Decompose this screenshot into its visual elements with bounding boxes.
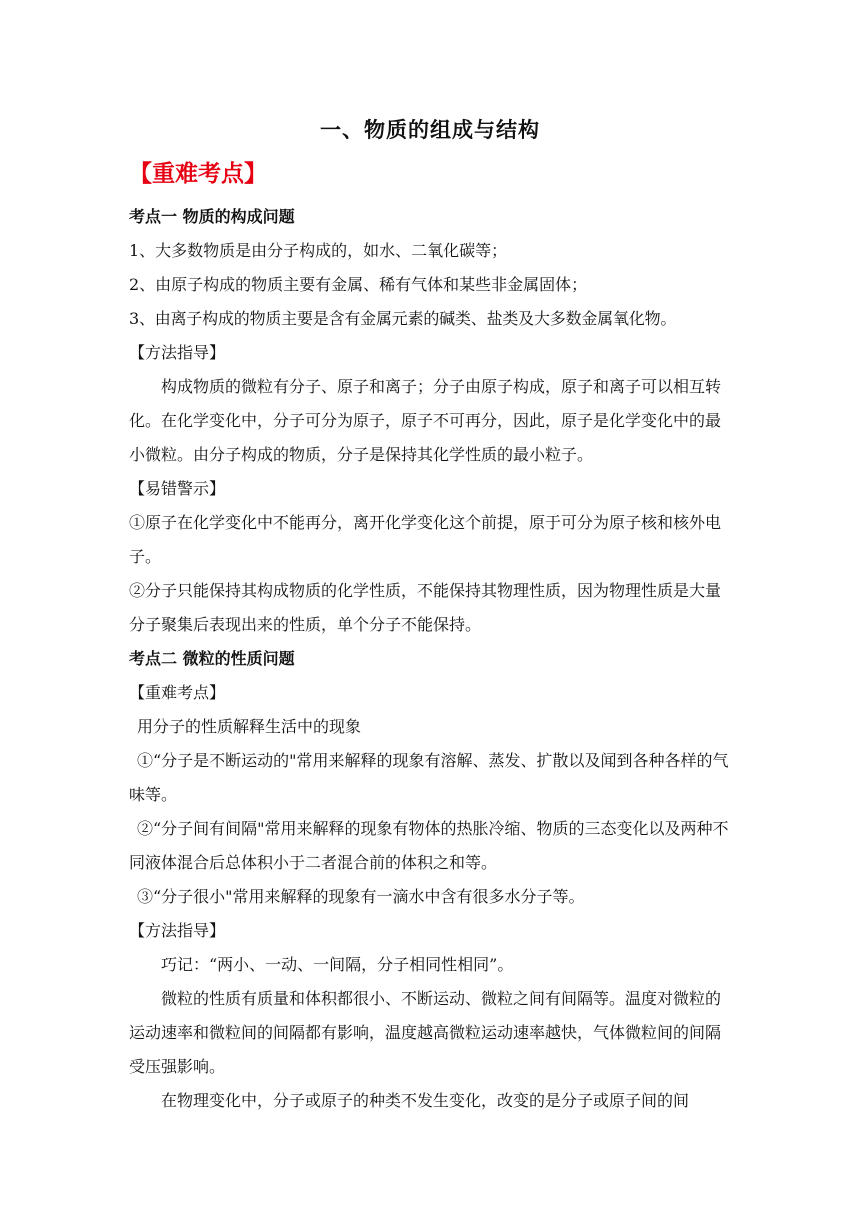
kd1-warn-item-1: ①原子在化学变化中不能再分，离开化学变化这个前提，原于可分为原子核和核外电子。	[129, 513, 722, 566]
kd1-method-label: 【方法指导】	[129, 343, 226, 362]
kd2-mnemonic: 巧记：“两小、一动、一间隔，分子相同性相同”。	[161, 955, 514, 974]
page-title: 一、物质的组成与结构	[320, 117, 540, 142]
kd2-label: 【重难考点】	[129, 683, 226, 702]
kd1-item-2: 2、由原子构成的物质主要有金属、稀有气体和某些非金属固体；	[129, 275, 588, 294]
kd1-heading: 考点一 物质的构成问题	[129, 207, 295, 226]
kd1-method-text: 构成物质的微粒有分子、原子和离子；分子由原子构成，原子和离子可以相互转化。在化学变化中，分子可分为原子，原子不可再分，因此，原子是化学变化中的最小微粒。由分子构成的物质，分子是保持其化学性质的最小粒子。	[129, 377, 722, 464]
section-heading: 【重难考点】	[129, 161, 267, 187]
kd1-item-1: 1、大多数物质是由分子构成的，如水、二氧化碳等；	[129, 241, 508, 260]
kd2-para-1: 微粒的性质有质量和体积都很小、不断运动、微粒之间有间隔等。温度对微粒的运动速率和微粒间的间隔都有影响，温度越高微粒运动速率越快，气体微粒间的间隔受压强影响。	[129, 989, 722, 1076]
document-body	[129, 200, 733, 1118]
kd2-intro: 用分子的性质解释生活中的现象	[137, 717, 362, 736]
kd2-item-3: ③“分子很小"常用来解释的现象有一滴水中含有很多水分子等。	[137, 887, 585, 906]
kd2-para-2: 在物理变化中，分子或原子的种类不发生变化，改变的是分子或原子间的间	[161, 1091, 690, 1110]
kd2-heading: 考点二 微粒的性质问题	[129, 649, 295, 668]
kd2-item-1: ①“分子是不断运动的"常用来解释的现象有溶解、蒸发、扩散以及闻到各种各样的气味等。	[129, 751, 729, 804]
kd1-warn-label: 【易错警示】	[129, 479, 226, 498]
kd2-method-label: 【方法指导】	[129, 921, 226, 940]
kd2-item-2: ②“分子间有间隔"常用来解释的现象有物体的热胀冷缩、物质的三态变化以及两种不同液体混合后总体积小于二者混合前的体积之和等。	[129, 819, 729, 872]
kd1-warn-item-2: ②分子只能保持其构成物质的化学性质，不能保持其物理性质，因为物理性质是大量分子聚集后表现出来的性质，单个分子不能保持。	[129, 581, 722, 634]
kd1-item-3: 3、由离子构成的物质主要是含有金属元素的碱类、盐类及大多数金属氧化物。	[129, 309, 677, 328]
